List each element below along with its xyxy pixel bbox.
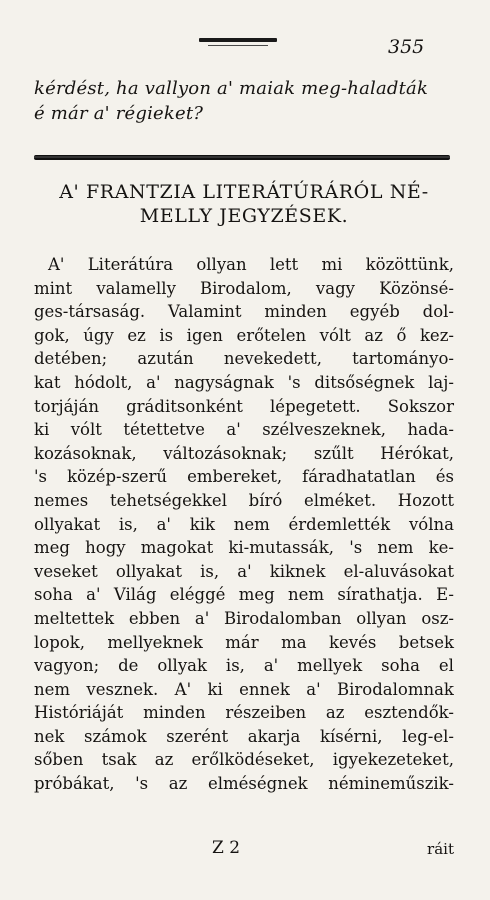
body-line: 's közép-szerű embereket, fáradhatatlan és [34, 467, 454, 487]
body-line: torjáján gráditsonként lépegetett. Sokszor [34, 396, 454, 416]
page-number: 355 [388, 36, 425, 58]
body-line: Históriáját minden részeiben az esztendők- [34, 703, 454, 723]
intro-paragraph [34, 76, 454, 126]
heading-line: MELLY JEGYZÉSEK. [139, 205, 349, 227]
body-line: sőben tsak az erőlködéseket, igyekezeteket, [34, 750, 454, 770]
section-heading [34, 180, 454, 228]
body-line: nem vesznek. A' ki ennek a' Birodalomnak [34, 679, 454, 699]
body-line: ges-társaság. Valamint minden egyéb dol- [34, 302, 454, 322]
header-ornament-rule [199, 38, 277, 42]
body-line: kozásoknak, változásoknak; szűlt Hérókat, [34, 443, 454, 463]
body-line: lopok, mellyeknek már ma kevés betsek [34, 632, 454, 652]
header-ornament-thin-rule [208, 45, 268, 46]
body-line: soha a' Világ eléggé meg nem sírathatja. E- [34, 585, 454, 605]
body-line: vagyon; de ollyak is, a' mellyek soha el [34, 656, 454, 676]
heading-line: A' FRANTZIA LITERÁTÚRÁRÓL NÉ- [59, 181, 429, 203]
intro-line: é már a' régieket? [34, 103, 204, 124]
body-line: detében; azután nevekedett, tartományo- [34, 349, 454, 369]
section-divider [34, 155, 450, 160]
body-line: meltettek ebben a' Birodalomban ollyan osz- [34, 608, 454, 628]
body-paragraph [34, 253, 454, 796]
body-line: kat hódolt, a' nagyságnak 's ditsőségnek laj- [34, 372, 454, 392]
body-line: gok, úgy ez is igen erőtelen vólt az ő kez- [34, 325, 454, 345]
body-line: nek számok szerént akarja kísérni, leg-el- [34, 726, 454, 746]
body-line: ki vólt tétettetve a' szélveszeknek, hada- [34, 420, 454, 440]
body-line: mint valamelly Birodalom, vagy Közönsé- [34, 278, 454, 298]
page-footer [34, 838, 454, 862]
body-line: ollyakat is, a' kik nem érdemlették vólna [34, 514, 454, 534]
printer-signature: Z 2 [212, 838, 241, 858]
intro-line: kérdést, ha vallyon a' maiak meg-haladták [34, 78, 429, 99]
body-line: nemes tehetségekkel bíró elméket. Hozott [34, 490, 454, 510]
body-line: meg hogy magokat ki-mutassák, 's nem ke- [34, 538, 454, 558]
body-line: veseket ollyakat is, a' kiknek el-aluvásokat [34, 561, 454, 581]
body-line: próbákat, 's az elméségnek némineműszik- [34, 774, 454, 794]
catchword: ráit [427, 840, 454, 858]
body-line: A' Literátúra ollyan lett mi közöttünk, [48, 255, 454, 274]
